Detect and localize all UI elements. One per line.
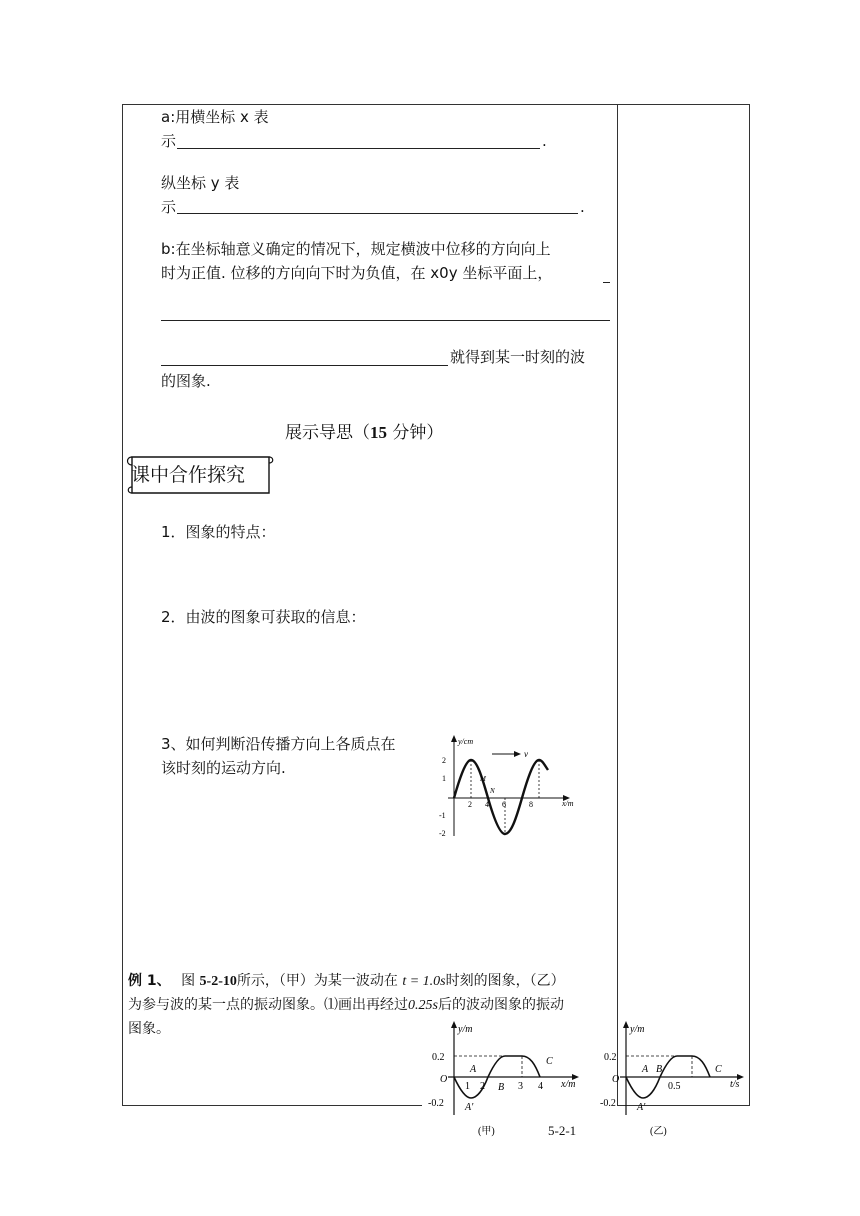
section-b-line1: b:在坐标轴意义确定的情况下，规定横波中位移的方向向上 (161, 240, 551, 258)
wave-figure (426, 732, 596, 844)
section-b-line3-tail: 就得到某一时刻的波 (450, 348, 586, 366)
wave-x-tick-6: 6 (502, 800, 506, 809)
yi-point-a-prime: A' (637, 1102, 646, 1113)
period-1: . (542, 132, 547, 150)
wave-y-arrow (451, 735, 457, 742)
example-delta-t: 0.25s (408, 998, 438, 1013)
yi-origin: O (612, 1074, 620, 1085)
scroll-banner-label: 课中合作探究 (131, 464, 246, 486)
section-heading (285, 421, 443, 445)
section-b-line4: 的图象. (161, 372, 211, 390)
jia-point-a-prime: A' (465, 1102, 474, 1113)
blank-line-tail (603, 282, 610, 283)
section-a-y-label-cont: 示 (161, 198, 177, 216)
blank-line-short (161, 365, 448, 366)
table-right-border (749, 104, 750, 1106)
heading-title: 展示导思 (285, 423, 353, 443)
table-left-border (122, 104, 123, 1106)
wave-y-tick-1: 1 (442, 774, 446, 783)
wave-y-tick-neg1: -1 (439, 811, 446, 820)
example-line2 (128, 994, 564, 1017)
jia-y-top: 0.2 (432, 1052, 445, 1063)
figure-code: 5-2-1 (548, 1123, 577, 1138)
jia-caption: (甲) (478, 1126, 495, 1137)
blank-line-full (161, 320, 610, 321)
figure-yi (596, 1020, 756, 1144)
question-3-line2: 该时刻的运动方向. (161, 759, 286, 777)
blank-line-x (177, 148, 540, 149)
section-b-line2: 时为正值. 位移的方向向下时为负值，在 x0y 坐标平面上， (161, 264, 553, 282)
example-line2-pre: 为参与波的某一点的振动图象。⑴画出再经过 (128, 997, 408, 1013)
example-time-expr: t = 1.0s (402, 974, 446, 989)
jia-y-arrow (451, 1021, 457, 1028)
yi-y-label: y/m (630, 1024, 645, 1035)
yi-point-b: B (656, 1064, 663, 1075)
wave-y-axis-label: y/cm (458, 737, 474, 746)
example-line2-post: 后的波动图象的振动 (437, 997, 564, 1013)
yi-y-top: 0.2 (604, 1052, 617, 1063)
yi-point-c: C (715, 1064, 722, 1075)
table-top-border (122, 104, 750, 105)
example-line1-pre: 图 (181, 973, 196, 989)
jia-y-label: y/m (458, 1024, 473, 1035)
point-n-label: N (490, 787, 495, 795)
table-bottom-border-left (122, 1105, 422, 1106)
wave-curve (454, 760, 548, 834)
jia-x-label: x/m (561, 1079, 576, 1090)
jia-point-b: B (498, 1082, 505, 1093)
velocity-label: v (524, 749, 528, 759)
wave-x-tick-8: 8 (529, 800, 533, 809)
heading-paren-close: ） (426, 423, 444, 443)
wave-y-tick-neg2: -2 (439, 829, 446, 838)
heading-minutes: 15 (370, 423, 387, 442)
question-1: 1．图象的特点： (161, 523, 276, 541)
section-a-y-label: 纵坐标 y 表 (161, 174, 240, 192)
table-middle-border (617, 104, 618, 1106)
question-2: 2．由波的图象可获取的信息： (161, 608, 366, 626)
example-line1 (128, 970, 565, 993)
wave-x-tick-2: 2 (468, 800, 472, 809)
heading-paren-open: （ (353, 423, 370, 443)
jia-point-c: C (546, 1056, 553, 1067)
jia-x-tick-1: 1 (465, 1081, 470, 1092)
blank-line-y (177, 213, 578, 214)
example-line3: 图象。 (128, 1021, 170, 1037)
example-line1-post: 时刻的图象，（乙） (445, 973, 565, 989)
yi-y-bottom: -0.2 (600, 1098, 616, 1109)
jia-x-tick-2: 2 (480, 1081, 485, 1092)
yi-caption: (乙) (650, 1126, 667, 1137)
example-fig-ref: 5-2-10 (199, 974, 237, 989)
jia-x-tick-3: 3 (518, 1081, 523, 1092)
wave-y-tick-2: 2 (442, 756, 446, 765)
example-label: 例 1、 (128, 973, 171, 989)
yi-point-a: A (642, 1064, 649, 1075)
jia-point-a: A (470, 1064, 477, 1075)
heading-unit: 分钟 (387, 423, 427, 443)
question-3-line1: 3、如何判断沿传播方向上各质点在 (161, 735, 396, 753)
section-a-x-label: a:用横坐标 x 表 (161, 108, 269, 126)
point-m-label: M (480, 775, 486, 783)
jia-y-bottom: -0.2 (428, 1098, 444, 1109)
example-line1-mid: 所示，（甲）为某一波动在 (236, 973, 398, 989)
section-a-x-label-cont: 示 (161, 132, 177, 150)
period-2: . (580, 198, 585, 216)
yi-y-arrow (623, 1021, 629, 1028)
yi-x-tick: 0.5 (668, 1081, 681, 1092)
jia-origin: O (440, 1074, 448, 1085)
wave-x-axis-label: x/m (562, 799, 574, 808)
jia-x-tick-4: 4 (538, 1081, 543, 1092)
velocity-arrow-head (514, 751, 521, 757)
wave-x-tick-4: 4 (485, 800, 489, 809)
yi-x-label: t/s (730, 1079, 740, 1090)
